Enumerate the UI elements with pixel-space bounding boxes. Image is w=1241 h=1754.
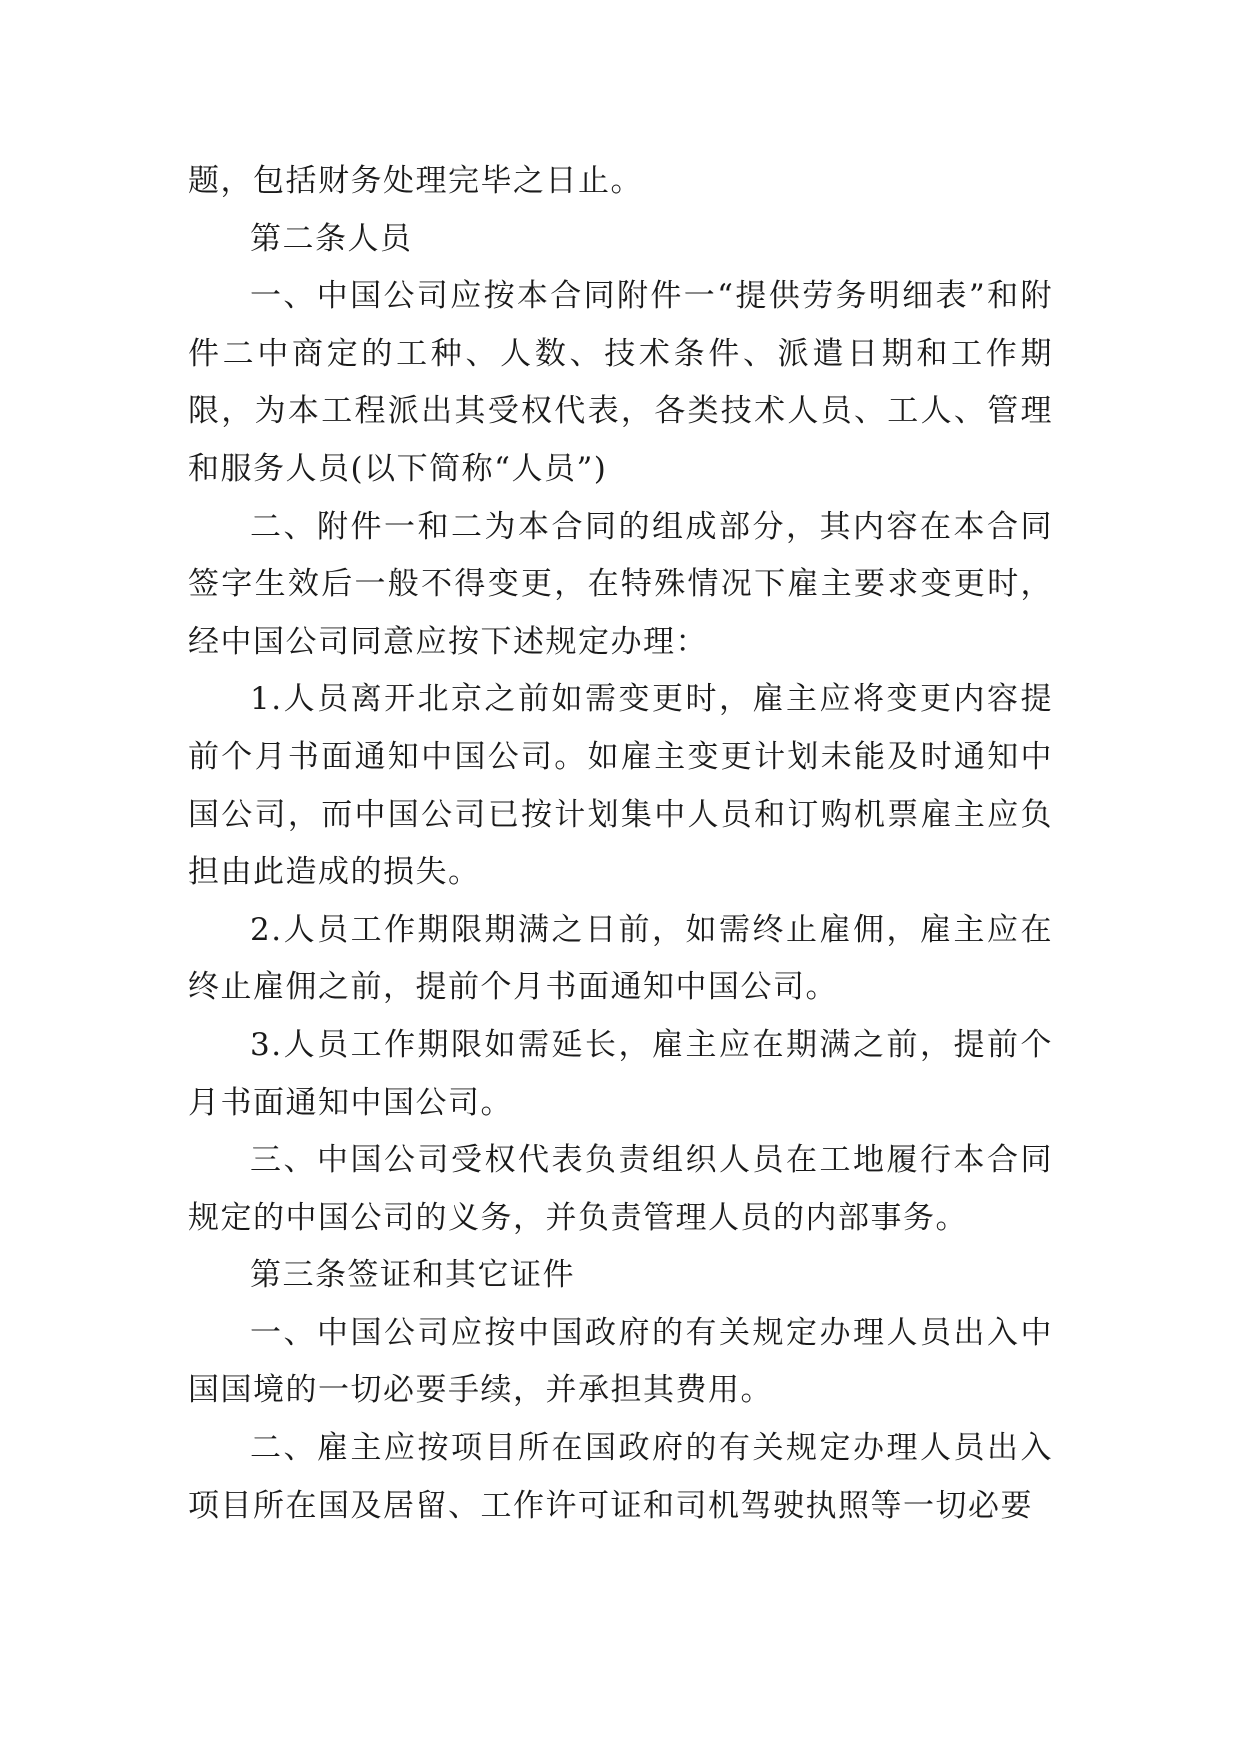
article-2-clause-1: 一、中国公司应按本合同附件一“提供劳务明细表”和附件二中商定的工种、人数、技术条件、派遣日期和工作期限，为本工程派出其受权代表，各类技术人员、工人、管理和服务人员(以下简称“人员”) — [188, 278, 1053, 487]
article-2-heading: 第二条人员 — [250, 220, 413, 257]
article-2-clause-3: 三、中国公司受权代表负责组织人员在工地履行本合同规定的中国公司的义务，并负责管理人员的内部事务。 — [188, 1142, 1053, 1236]
article-2-clause-2: 二、附件一和二为本合同的组成部分，其内容在本合同签字生效后一般不得变更，在特殊情况下雇主要求变更时，经中国公司同意应按下述规定办理： — [188, 508, 1053, 660]
document-body — [188, 153, 1053, 1535]
article-2-clause-2-item-1: 1.人员离开北京之前如需变更时，雇主应将变更内容提前个月书面通知中国公司。如雇主变更计划未能及时通知中国公司，而中国公司已按计划集中人员和订购机票雇主应负担由此造成的损失。 — [188, 681, 1053, 891]
article-3-clause-2: 二、雇主应按项目所在国政府的有关规定办理人员出入项目所在国及居留、工作许可证和司机驾驶执照等一切必要 — [188, 1430, 1053, 1524]
article-2-clause-2-item-2: 2.人员工作期限期满之日前，如需终止雇佣，雇主应在终止雇佣之前，提前个月书面通知中国公司。 — [188, 911, 1053, 1006]
article-3-clause-1: 一、中国公司应按中国政府的有关规定办理人员出入中国国境的一切必要手续，并承担其费用。 — [188, 1314, 1053, 1409]
article-3-heading: 第三条签证和其它证件 — [250, 1257, 575, 1294]
article-2-clause-2-item-3: 3.人员工作期限如需延长，雇主应在期满之前，提前个月书面通知中国公司。 — [188, 1026, 1053, 1121]
paragraph-continuation: 题，包括财务处理完毕之日止。 — [188, 163, 643, 199]
